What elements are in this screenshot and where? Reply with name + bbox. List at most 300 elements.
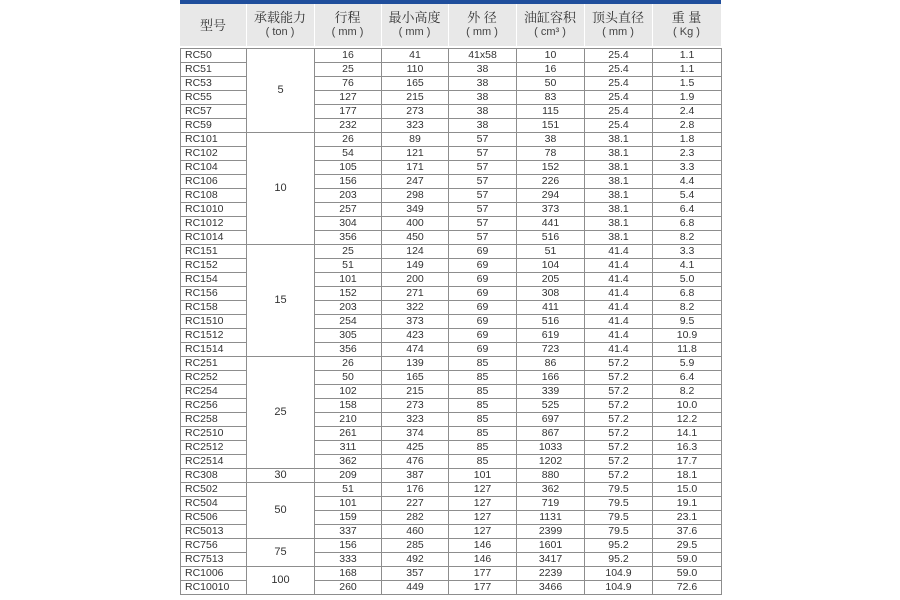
model-cell: RC1010	[181, 203, 247, 217]
min-height-cell: 165	[382, 77, 449, 91]
min-height-cell: 387	[382, 469, 449, 483]
oil-volume-cell: 2399	[517, 525, 585, 539]
saddle-diameter-cell: 25.4	[585, 119, 653, 133]
weight-cell: 59.0	[653, 553, 722, 567]
weight-cell: 6.4	[653, 203, 722, 217]
weight-cell: 5.0	[653, 273, 722, 287]
weight-cell: 5.4	[653, 189, 722, 203]
min-height-cell: 282	[382, 511, 449, 525]
stroke-cell: 50	[315, 371, 382, 385]
saddle-diameter-cell: 38.1	[585, 147, 653, 161]
saddle-diameter-cell: 25.4	[585, 49, 653, 63]
min-height-cell: 374	[382, 427, 449, 441]
model-cell: RC5013	[181, 525, 247, 539]
saddle-diameter-cell: 25.4	[585, 77, 653, 91]
table-row	[181, 133, 722, 147]
min-height-cell: 273	[382, 399, 449, 413]
outer-diameter-cell: 127	[449, 497, 517, 511]
model-cell: RC158	[181, 301, 247, 315]
outer-diameter-cell: 38	[449, 119, 517, 133]
outer-diameter-cell: 69	[449, 301, 517, 315]
model-cell: RC251	[181, 357, 247, 371]
outer-diameter-cell: 38	[449, 63, 517, 77]
model-cell: RC308	[181, 469, 247, 483]
outer-diameter-cell: 85	[449, 427, 517, 441]
header-unit: ( ton )	[265, 26, 295, 38]
stroke-cell: 105	[315, 161, 382, 175]
outer-diameter-cell: 69	[449, 329, 517, 343]
saddle-diameter-cell: 38.1	[585, 133, 653, 147]
weight-cell: 1.1	[653, 49, 722, 63]
model-cell: RC151	[181, 245, 247, 259]
capacity-cell: 25	[247, 357, 315, 469]
capacity-cell: 50	[247, 483, 315, 539]
outer-diameter-cell: 57	[449, 147, 517, 161]
stroke-cell: 260	[315, 581, 382, 595]
oil-volume-cell: 1131	[517, 511, 585, 525]
stroke-cell: 156	[315, 539, 382, 553]
saddle-diameter-cell: 25.4	[585, 63, 653, 77]
model-cell: RC254	[181, 385, 247, 399]
model-cell: RC104	[181, 161, 247, 175]
saddle-diameter-cell: 57.2	[585, 441, 653, 455]
model-cell: RC1012	[181, 217, 247, 231]
outer-diameter-cell: 85	[449, 385, 517, 399]
stroke-cell: 177	[315, 105, 382, 119]
table-row	[181, 357, 722, 371]
outer-diameter-cell: 127	[449, 483, 517, 497]
capacity-cell: 5	[247, 49, 315, 133]
stroke-cell: 210	[315, 413, 382, 427]
outer-diameter-cell: 85	[449, 455, 517, 469]
saddle-diameter-cell: 41.4	[585, 245, 653, 259]
min-height-cell: 247	[382, 175, 449, 189]
outer-diameter-cell: 85	[449, 441, 517, 455]
outer-diameter-cell: 69	[449, 273, 517, 287]
oil-volume-cell: 723	[517, 343, 585, 357]
stroke-cell: 156	[315, 175, 382, 189]
weight-cell: 6.8	[653, 287, 722, 301]
weight-cell: 5.9	[653, 357, 722, 371]
model-cell: RC108	[181, 189, 247, 203]
min-height-cell: 110	[382, 63, 449, 77]
outer-diameter-cell: 85	[449, 413, 517, 427]
model-cell: RC7513	[181, 553, 247, 567]
stroke-cell: 26	[315, 133, 382, 147]
min-height-cell: 460	[382, 525, 449, 539]
oil-volume-cell: 1202	[517, 455, 585, 469]
header-label: 重 量	[671, 10, 702, 25]
weight-cell: 18.1	[653, 469, 722, 483]
header-weight	[652, 4, 722, 46]
header-label: 最小高度	[388, 10, 441, 25]
min-height-cell: 492	[382, 553, 449, 567]
outer-diameter-cell: 146	[449, 553, 517, 567]
weight-cell: 4.1	[653, 259, 722, 273]
weight-cell: 8.2	[653, 385, 722, 399]
weight-cell: 17.7	[653, 455, 722, 469]
stroke-cell: 25	[315, 245, 382, 259]
saddle-diameter-cell: 41.4	[585, 343, 653, 357]
oil-volume-cell: 1601	[517, 539, 585, 553]
saddle-diameter-cell: 38.1	[585, 175, 653, 189]
min-height-cell: 165	[382, 371, 449, 385]
saddle-diameter-cell: 95.2	[585, 539, 653, 553]
oil-volume-cell: 226	[517, 175, 585, 189]
model-cell: RC59	[181, 119, 247, 133]
outer-diameter-cell: 101	[449, 469, 517, 483]
model-cell: RC2514	[181, 455, 247, 469]
weight-cell: 72.6	[653, 581, 722, 595]
weight-cell: 1.5	[653, 77, 722, 91]
oil-volume-cell: 16	[517, 63, 585, 77]
header-unit: ( cm³ )	[534, 26, 566, 38]
saddle-diameter-cell: 79.5	[585, 497, 653, 511]
header-unit: ( mm )	[398, 26, 431, 38]
outer-diameter-cell: 38	[449, 77, 517, 91]
weight-cell: 1.1	[653, 63, 722, 77]
table-header	[180, 4, 721, 46]
table-row	[181, 49, 722, 63]
outer-diameter-cell: 85	[449, 357, 517, 371]
outer-diameter-cell: 38	[449, 91, 517, 105]
stroke-cell: 362	[315, 455, 382, 469]
stroke-cell: 51	[315, 483, 382, 497]
stroke-cell: 209	[315, 469, 382, 483]
oil-volume-cell: 867	[517, 427, 585, 441]
min-height-cell: 121	[382, 147, 449, 161]
model-cell: RC51	[181, 63, 247, 77]
outer-diameter-cell: 57	[449, 231, 517, 245]
oil-volume-cell: 697	[517, 413, 585, 427]
header-oil-volume	[516, 4, 585, 46]
min-height-cell: 271	[382, 287, 449, 301]
min-height-cell: 215	[382, 91, 449, 105]
header-label: 行程	[334, 10, 361, 25]
stroke-cell: 51	[315, 259, 382, 273]
oil-volume-cell: 152	[517, 161, 585, 175]
weight-cell: 23.1	[653, 511, 722, 525]
min-height-cell: 273	[382, 105, 449, 119]
saddle-diameter-cell: 104.9	[585, 581, 653, 595]
saddle-diameter-cell: 38.1	[585, 161, 653, 175]
oil-volume-cell: 2239	[517, 567, 585, 581]
oil-volume-cell: 205	[517, 273, 585, 287]
model-cell: RC756	[181, 539, 247, 553]
oil-volume-cell: 441	[517, 217, 585, 231]
model-cell: RC256	[181, 399, 247, 413]
saddle-diameter-cell: 41.4	[585, 329, 653, 343]
saddle-diameter-cell: 57.2	[585, 469, 653, 483]
weight-cell: 29.5	[653, 539, 722, 553]
saddle-diameter-cell: 104.9	[585, 567, 653, 581]
stroke-cell: 311	[315, 441, 382, 455]
weight-cell: 10.9	[653, 329, 722, 343]
model-cell: RC101	[181, 133, 247, 147]
header-label: 油缸容积	[523, 10, 576, 25]
min-height-cell: 176	[382, 483, 449, 497]
weight-cell: 59.0	[653, 567, 722, 581]
outer-diameter-cell: 85	[449, 371, 517, 385]
oil-volume-cell: 362	[517, 483, 585, 497]
stroke-cell: 333	[315, 553, 382, 567]
model-cell: RC156	[181, 287, 247, 301]
model-cell: RC1014	[181, 231, 247, 245]
outer-diameter-cell: 177	[449, 581, 517, 595]
stroke-cell: 16	[315, 49, 382, 63]
saddle-diameter-cell: 57.2	[585, 427, 653, 441]
model-cell: RC506	[181, 511, 247, 525]
oil-volume-cell: 294	[517, 189, 585, 203]
saddle-diameter-cell: 41.4	[585, 273, 653, 287]
model-cell: RC1006	[181, 567, 247, 581]
outer-diameter-cell: 69	[449, 287, 517, 301]
oil-volume-cell: 86	[517, 357, 585, 371]
specification-table	[180, 48, 722, 595]
min-height-cell: 227	[382, 497, 449, 511]
weight-cell: 3.3	[653, 161, 722, 175]
header-stroke	[314, 4, 382, 46]
weight-cell: 8.2	[653, 301, 722, 315]
model-cell: RC53	[181, 77, 247, 91]
min-height-cell: 89	[382, 133, 449, 147]
outer-diameter-cell: 57	[449, 203, 517, 217]
model-cell: RC502	[181, 483, 247, 497]
weight-cell: 37.6	[653, 525, 722, 539]
table-row	[181, 245, 722, 259]
weight-cell: 10.0	[653, 399, 722, 413]
table-row	[181, 567, 722, 581]
stroke-cell: 101	[315, 497, 382, 511]
stroke-cell: 261	[315, 427, 382, 441]
weight-cell: 2.3	[653, 147, 722, 161]
outer-diameter-cell: 69	[449, 259, 517, 273]
min-height-cell: 139	[382, 357, 449, 371]
oil-volume-cell: 104	[517, 259, 585, 273]
oil-volume-cell: 115	[517, 105, 585, 119]
min-height-cell: 349	[382, 203, 449, 217]
model-cell: RC57	[181, 105, 247, 119]
min-height-cell: 373	[382, 315, 449, 329]
saddle-diameter-cell: 79.5	[585, 511, 653, 525]
stroke-cell: 101	[315, 273, 382, 287]
header-label: 型号	[199, 17, 226, 33]
model-cell: RC504	[181, 497, 247, 511]
min-height-cell: 450	[382, 231, 449, 245]
saddle-diameter-cell: 38.1	[585, 189, 653, 203]
min-height-cell: 449	[382, 581, 449, 595]
min-height-cell: 215	[382, 385, 449, 399]
oil-volume-cell: 50	[517, 77, 585, 91]
capacity-cell: 30	[247, 469, 315, 483]
outer-diameter-cell: 177	[449, 567, 517, 581]
table-row	[181, 469, 722, 483]
oil-volume-cell: 308	[517, 287, 585, 301]
weight-cell: 14.1	[653, 427, 722, 441]
model-cell: RC50	[181, 49, 247, 63]
outer-diameter-cell: 127	[449, 525, 517, 539]
weight-cell: 6.4	[653, 371, 722, 385]
min-height-cell: 425	[382, 441, 449, 455]
stroke-cell: 203	[315, 301, 382, 315]
min-height-cell: 285	[382, 539, 449, 553]
saddle-diameter-cell: 57.2	[585, 371, 653, 385]
outer-diameter-cell: 69	[449, 315, 517, 329]
outer-diameter-cell: 38	[449, 105, 517, 119]
weight-cell: 19.1	[653, 497, 722, 511]
model-cell: RC258	[181, 413, 247, 427]
oil-volume-cell: 38	[517, 133, 585, 147]
stroke-cell: 337	[315, 525, 382, 539]
model-cell: RC1514	[181, 343, 247, 357]
header-unit: ( mm )	[331, 26, 364, 38]
saddle-diameter-cell: 38.1	[585, 203, 653, 217]
model-cell: RC1512	[181, 329, 247, 343]
oil-volume-cell: 373	[517, 203, 585, 217]
oil-volume-cell: 151	[517, 119, 585, 133]
stroke-cell: 159	[315, 511, 382, 525]
stroke-cell: 152	[315, 287, 382, 301]
min-height-cell: 323	[382, 119, 449, 133]
saddle-diameter-cell: 57.2	[585, 385, 653, 399]
min-height-cell: 298	[382, 189, 449, 203]
min-height-cell: 323	[382, 413, 449, 427]
saddle-diameter-cell: 25.4	[585, 91, 653, 105]
stroke-cell: 254	[315, 315, 382, 329]
min-height-cell: 41	[382, 49, 449, 63]
min-height-cell: 171	[382, 161, 449, 175]
model-cell: RC152	[181, 259, 247, 273]
min-height-cell: 400	[382, 217, 449, 231]
stroke-cell: 76	[315, 77, 382, 91]
oil-volume-cell: 411	[517, 301, 585, 315]
outer-diameter-cell: 127	[449, 511, 517, 525]
stroke-cell: 26	[315, 357, 382, 371]
min-height-cell: 124	[382, 245, 449, 259]
table-row	[181, 539, 722, 553]
stroke-cell: 203	[315, 189, 382, 203]
oil-volume-cell: 339	[517, 385, 585, 399]
model-cell: RC1510	[181, 315, 247, 329]
saddle-diameter-cell: 95.2	[585, 553, 653, 567]
model-cell: RC2512	[181, 441, 247, 455]
oil-volume-cell: 619	[517, 329, 585, 343]
oil-volume-cell: 83	[517, 91, 585, 105]
saddle-diameter-cell: 57.2	[585, 399, 653, 413]
weight-cell: 1.9	[653, 91, 722, 105]
stroke-cell: 305	[315, 329, 382, 343]
weight-cell: 1.8	[653, 133, 722, 147]
model-cell: RC2510	[181, 427, 247, 441]
outer-diameter-cell: 57	[449, 189, 517, 203]
header-model	[180, 4, 247, 46]
saddle-diameter-cell: 57.2	[585, 413, 653, 427]
outer-diameter-cell: 69	[449, 245, 517, 259]
saddle-diameter-cell: 57.2	[585, 357, 653, 371]
oil-volume-cell: 3417	[517, 553, 585, 567]
saddle-diameter-cell: 79.5	[585, 483, 653, 497]
outer-diameter-cell: 57	[449, 133, 517, 147]
min-height-cell: 476	[382, 455, 449, 469]
weight-cell: 9.5	[653, 315, 722, 329]
saddle-diameter-cell: 41.4	[585, 315, 653, 329]
stroke-cell: 102	[315, 385, 382, 399]
oil-volume-cell: 10	[517, 49, 585, 63]
capacity-cell: 75	[247, 539, 315, 567]
header-unit: ( Kg )	[673, 26, 700, 38]
weight-cell: 3.3	[653, 245, 722, 259]
min-height-cell: 322	[382, 301, 449, 315]
header-label: 顶头直径	[591, 10, 644, 25]
min-height-cell: 200	[382, 273, 449, 287]
min-height-cell: 474	[382, 343, 449, 357]
oil-volume-cell: 78	[517, 147, 585, 161]
model-cell: RC252	[181, 371, 247, 385]
capacity-cell: 15	[247, 245, 315, 357]
table-body	[181, 49, 722, 595]
outer-diameter-cell: 69	[449, 343, 517, 357]
table-row	[181, 483, 722, 497]
weight-cell: 11.8	[653, 343, 722, 357]
weight-cell: 15.0	[653, 483, 722, 497]
header-saddle-diameter	[584, 4, 653, 46]
outer-diameter-cell: 41x58	[449, 49, 517, 63]
outer-diameter-cell: 57	[449, 175, 517, 189]
model-cell: RC10010	[181, 581, 247, 595]
saddle-diameter-cell: 41.4	[585, 301, 653, 315]
saddle-diameter-cell: 79.5	[585, 525, 653, 539]
header-unit: ( mm )	[466, 26, 498, 38]
min-height-cell: 357	[382, 567, 449, 581]
stroke-cell: 54	[315, 147, 382, 161]
saddle-diameter-cell: 57.2	[585, 455, 653, 469]
oil-volume-cell: 51	[517, 245, 585, 259]
oil-volume-cell: 516	[517, 231, 585, 245]
oil-volume-cell: 516	[517, 315, 585, 329]
weight-cell: 16.3	[653, 441, 722, 455]
header-capacity	[246, 4, 315, 46]
capacity-cell: 100	[247, 567, 315, 595]
saddle-diameter-cell: 38.1	[585, 217, 653, 231]
header-outer-diameter	[448, 4, 517, 46]
min-height-cell: 423	[382, 329, 449, 343]
header-label: 承载能力	[253, 10, 306, 25]
min-height-cell: 149	[382, 259, 449, 273]
outer-diameter-cell: 57	[449, 161, 517, 175]
oil-volume-cell: 525	[517, 399, 585, 413]
saddle-diameter-cell: 38.1	[585, 231, 653, 245]
stroke-cell: 257	[315, 203, 382, 217]
weight-cell: 2.4	[653, 105, 722, 119]
model-cell: RC55	[181, 91, 247, 105]
header-label: 外 径	[467, 10, 497, 25]
weight-cell: 8.2	[653, 231, 722, 245]
header-min-height	[381, 4, 449, 46]
oil-volume-cell: 3466	[517, 581, 585, 595]
saddle-diameter-cell: 25.4	[585, 105, 653, 119]
stroke-cell: 356	[315, 231, 382, 245]
oil-volume-cell: 1033	[517, 441, 585, 455]
oil-volume-cell: 880	[517, 469, 585, 483]
oil-volume-cell: 166	[517, 371, 585, 385]
oil-volume-cell: 719	[517, 497, 585, 511]
outer-diameter-cell: 57	[449, 217, 517, 231]
weight-cell: 2.8	[653, 119, 722, 133]
stroke-cell: 304	[315, 217, 382, 231]
model-cell: RC154	[181, 273, 247, 287]
stroke-cell: 158	[315, 399, 382, 413]
capacity-cell: 10	[247, 133, 315, 245]
